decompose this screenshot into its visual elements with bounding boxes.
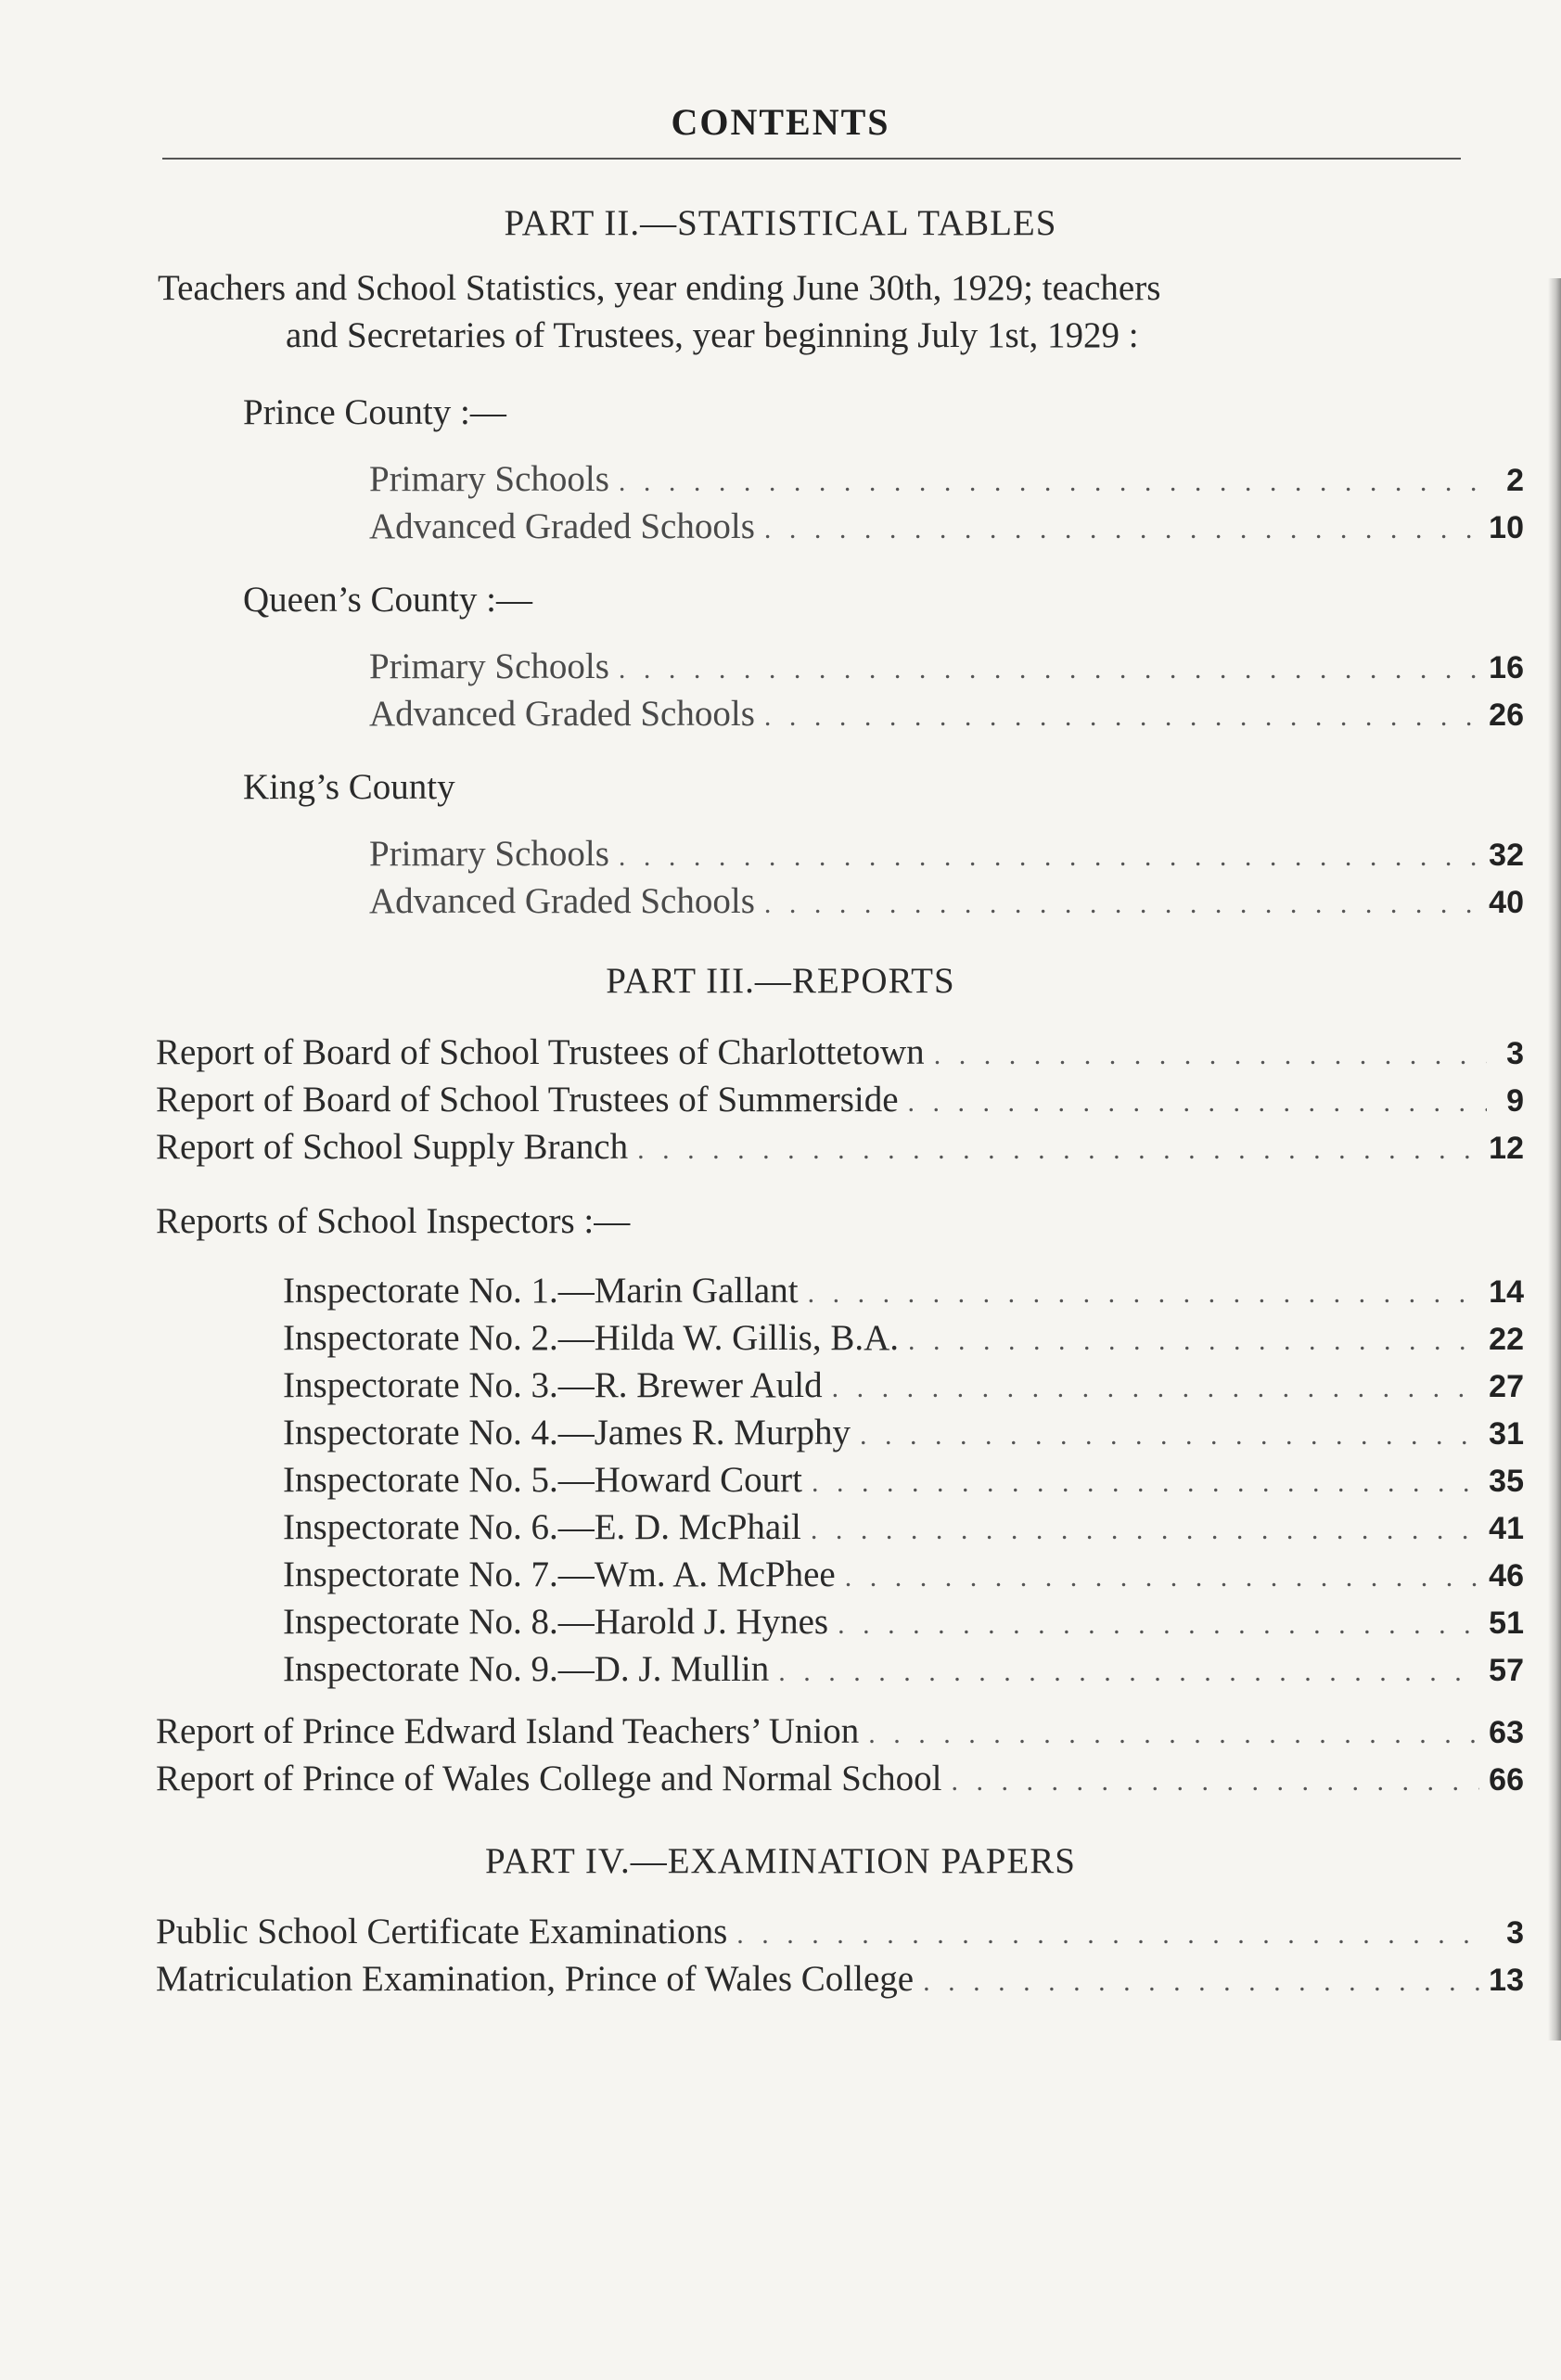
toc-entry-page: 40 bbox=[1489, 885, 1524, 920]
toc-entry-page: 41 bbox=[1489, 1511, 1524, 1546]
toc-entry-label: Primary Schools bbox=[369, 646, 609, 686]
dot-leader bbox=[619, 467, 1487, 498]
dot-leader bbox=[812, 1467, 1479, 1499]
toc-entry-page: 3 bbox=[1506, 1915, 1524, 1951]
toc-entry[interactable] bbox=[283, 1459, 1524, 1501]
toc-entry-page: 9 bbox=[1506, 1083, 1524, 1119]
toc-entry-label: Inspectorate No. 8.—Harold J. Hynes bbox=[283, 1602, 829, 1642]
dot-leader bbox=[619, 654, 1479, 685]
toc-entry[interactable] bbox=[156, 1758, 1524, 1799]
toc-entry-label: Public School Certificate Examinations bbox=[156, 1912, 728, 1951]
toc-entry-label: Inspectorate No. 6.—E. D. McPhail bbox=[283, 1507, 801, 1547]
dot-leader bbox=[811, 1515, 1479, 1546]
dot-leader bbox=[778, 1657, 1479, 1688]
toc-entry-page: 63 bbox=[1489, 1715, 1524, 1750]
dot-leader bbox=[764, 701, 1479, 733]
dot-leader bbox=[838, 1609, 1479, 1641]
dot-leader bbox=[860, 1420, 1479, 1452]
dot-leader bbox=[868, 1719, 1479, 1750]
toc-entry-label: Report of School Supply Branch bbox=[156, 1127, 629, 1167]
part-2-intro-line-1: Teachers and School Statistics, year ending June 30th, 1929; teachers bbox=[158, 268, 1161, 308]
page-title: CONTENTS bbox=[671, 101, 890, 143]
dot-leader bbox=[951, 1766, 1479, 1798]
toc-entry-page: 14 bbox=[1489, 1274, 1524, 1310]
queens-county-heading: Queen’s County :— bbox=[243, 580, 532, 620]
dot-leader bbox=[908, 1087, 1487, 1119]
kings-county-heading: King’s County bbox=[243, 767, 455, 807]
part-2-intro-line-2: and Secretaries of Trustees, year beginning July 1st, 1929 : bbox=[286, 315, 1139, 355]
toc-entry[interactable] bbox=[283, 1364, 1524, 1406]
toc-entry[interactable] bbox=[369, 505, 1524, 547]
dot-leader bbox=[832, 1373, 1480, 1404]
toc-entry-page: 2 bbox=[1506, 463, 1524, 498]
toc-entry[interactable] bbox=[283, 1270, 1524, 1312]
part-2-heading: PART II.—STATISTICAL TABLES bbox=[504, 203, 1057, 243]
page-edge-shadow bbox=[1548, 278, 1561, 2041]
toc-entry-page: 46 bbox=[1489, 1558, 1524, 1593]
toc-entry-page: 10 bbox=[1489, 510, 1524, 545]
toc-entry-page: 13 bbox=[1489, 1963, 1524, 1998]
dot-leader bbox=[764, 889, 1479, 920]
inspectors-heading: Reports of School Inspectors :— bbox=[156, 1201, 631, 1241]
toc-entry[interactable] bbox=[369, 880, 1524, 922]
toc-entry[interactable] bbox=[156, 1031, 1524, 1073]
toc-entry[interactable] bbox=[283, 1412, 1524, 1453]
toc-entry-page: 3 bbox=[1506, 1036, 1524, 1071]
toc-entry-page: 26 bbox=[1489, 697, 1524, 733]
dot-leader bbox=[808, 1278, 1480, 1310]
dot-leader bbox=[845, 1562, 1479, 1593]
toc-entry-page: 27 bbox=[1489, 1369, 1524, 1404]
toc-entry-label: Matriculation Examination, Prince of Wales College bbox=[156, 1959, 915, 1999]
title-divider bbox=[162, 158, 1461, 160]
toc-entry[interactable] bbox=[283, 1506, 1524, 1548]
dot-leader bbox=[923, 1966, 1479, 1998]
toc-entry-page: 12 bbox=[1489, 1131, 1524, 1166]
toc-entry-page: 16 bbox=[1489, 650, 1524, 685]
dot-leader bbox=[619, 841, 1479, 873]
toc-entry-label: Inspectorate No. 2.—Hilda W. Gillis, B.A. bbox=[283, 1318, 900, 1358]
dot-leader bbox=[736, 1919, 1487, 1951]
toc-entry-label: Inspectorate No. 3.—R. Brewer Auld bbox=[283, 1365, 823, 1405]
toc-entry-label: Report of Board of School Trustees of Charlottetown bbox=[156, 1032, 925, 1072]
toc-entry-label: Inspectorate No. 7.—Wm. A. McPhee bbox=[283, 1555, 836, 1594]
toc-entry-label: Report of Board of School Trustees of Summerside bbox=[156, 1080, 899, 1120]
toc-entry-label: Primary Schools bbox=[369, 459, 609, 499]
toc-entry[interactable] bbox=[283, 1554, 1524, 1595]
toc-entry-label: Inspectorate No. 5.—Howard Court bbox=[283, 1460, 802, 1500]
toc-entry-page: 66 bbox=[1489, 1762, 1524, 1798]
toc-entry[interactable] bbox=[369, 646, 1524, 687]
toc-entry-label: Inspectorate No. 9.—D. J. Mullin bbox=[283, 1649, 770, 1689]
toc-entry[interactable] bbox=[156, 1126, 1524, 1168]
dot-leader bbox=[908, 1325, 1479, 1357]
dot-leader bbox=[764, 514, 1479, 545]
toc-entry-label: Advanced Graded Schools bbox=[369, 694, 755, 734]
part-3-heading: PART III.—REPORTS bbox=[606, 961, 955, 1001]
toc-entry-label: Report of Prince Edward Island Teachers’ Union bbox=[156, 1711, 860, 1751]
toc-entry[interactable] bbox=[369, 458, 1524, 500]
toc-entry[interactable] bbox=[283, 1317, 1524, 1359]
toc-entry[interactable] bbox=[156, 1079, 1524, 1120]
toc-entry[interactable] bbox=[369, 833, 1524, 875]
toc-entry[interactable] bbox=[283, 1648, 1524, 1690]
toc-entry[interactable] bbox=[156, 1958, 1524, 2000]
toc-entry-page: 51 bbox=[1489, 1606, 1524, 1641]
toc-entry-label: Report of Prince of Wales College and Normal School bbox=[156, 1759, 942, 1798]
toc-entry-label: Inspectorate No. 4.—James R. Murphy bbox=[283, 1413, 851, 1452]
toc-entry-page: 35 bbox=[1489, 1464, 1524, 1499]
part-4-heading: PART IV.—EXAMINATION PAPERS bbox=[485, 1841, 1076, 1881]
toc-entry-page: 31 bbox=[1489, 1416, 1524, 1452]
dot-leader bbox=[637, 1134, 1479, 1166]
dot-leader bbox=[934, 1040, 1487, 1071]
toc-entry-page: 57 bbox=[1489, 1653, 1524, 1688]
toc-entry-label: Primary Schools bbox=[369, 834, 609, 874]
toc-entry-label: Advanced Graded Schools bbox=[369, 881, 755, 921]
toc-entry-page: 22 bbox=[1489, 1322, 1524, 1357]
toc-entry[interactable] bbox=[156, 1911, 1524, 1952]
toc-entry-label: Inspectorate No. 1.—Marin Gallant bbox=[283, 1271, 799, 1311]
toc-entry-page: 32 bbox=[1489, 838, 1524, 873]
prince-county-heading: Prince County :— bbox=[243, 392, 506, 432]
toc-entry[interactable] bbox=[156, 1710, 1524, 1752]
toc-entry-label: Advanced Graded Schools bbox=[369, 506, 755, 546]
toc-entry[interactable] bbox=[369, 693, 1524, 735]
toc-entry[interactable] bbox=[283, 1601, 1524, 1643]
